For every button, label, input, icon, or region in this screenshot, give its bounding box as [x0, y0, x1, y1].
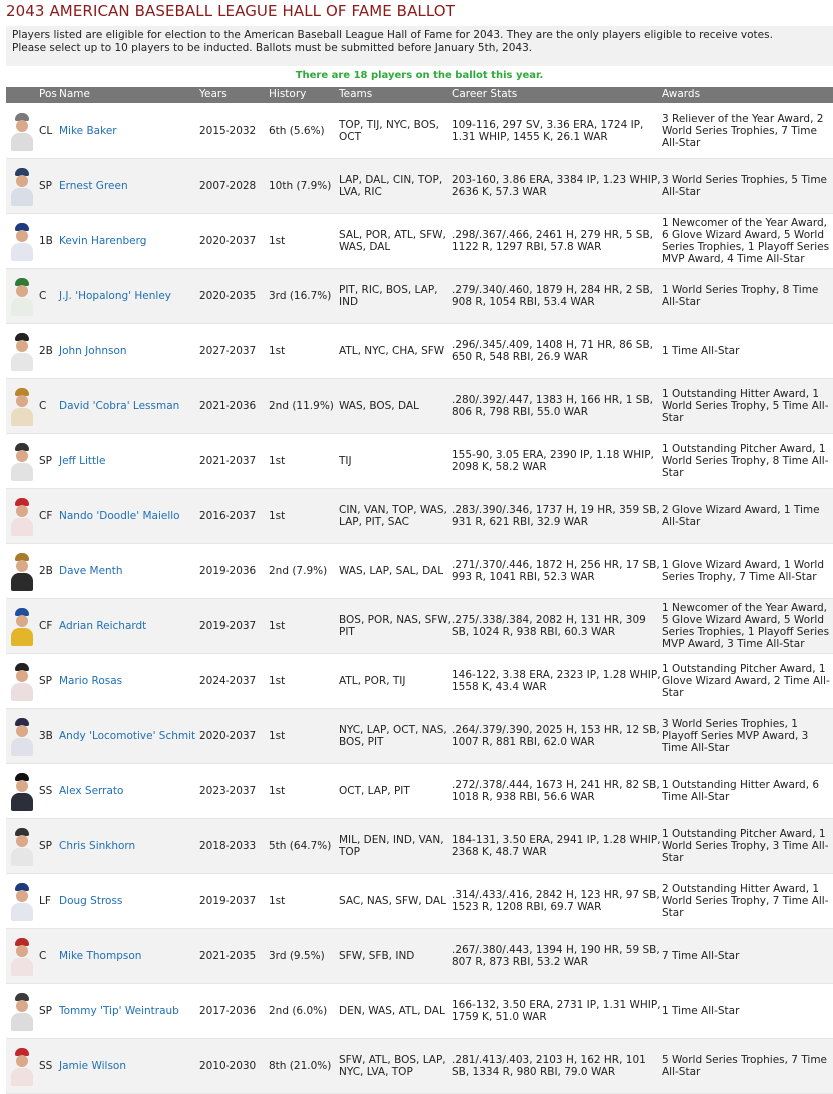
player-years: 2021-2037 — [199, 455, 257, 467]
avatar-jersey — [11, 683, 33, 701]
avatar[interactable] — [10, 551, 34, 591]
player-career-stats: .281/.413/.403, 2103 H, 162 HR, 101 SB, 1334 R, 980 RBI, 79.0 WAR — [452, 1054, 646, 1078]
table-row[interactable] — [6, 819, 833, 874]
player-awards: 1 Outstanding Pitcher Award, 1 World Series Trophy, 3 Time All-Star — [662, 828, 829, 864]
avatar-jersey — [11, 958, 33, 976]
player-years: 2010-2030 — [199, 1060, 257, 1072]
player-position: LF — [39, 895, 51, 907]
player-name-link[interactable]: J.J. 'Hopalong' Henley — [59, 290, 171, 302]
player-teams: ATL, NYC, CHA, SFW — [339, 345, 445, 357]
instructions-line-1: Players listed are eligible for election to the American Baseball League Hall of Fame for 2043. They are the only players eligible to receive votes. — [12, 29, 773, 41]
player-awards: 7 Time All-Star — [662, 950, 740, 962]
player-history: 1st — [269, 510, 286, 522]
player-avatar-cell — [8, 654, 36, 708]
avatar-jersey — [11, 848, 33, 866]
table-row[interactable] — [6, 929, 833, 984]
table-row[interactable] — [6, 159, 833, 214]
player-awards: 1 Outstanding Pitcher Award, 1 World Series Trophy, 8 Time All-Star — [662, 443, 829, 479]
player-position: SP — [39, 840, 52, 852]
player-career-stats: 166-132, 3.50 ERA, 2731 IP, 1.31 WHIP, 1759 K, 51.0 WAR — [452, 999, 661, 1023]
avatar-jersey — [11, 353, 33, 371]
player-position: CF — [39, 620, 53, 632]
avatar-jersey — [11, 298, 33, 316]
player-awards: 1 Outstanding Pitcher Award, 1 Glove Wizard Award, 2 Time All-Star — [662, 663, 830, 699]
table-row[interactable] — [6, 599, 833, 654]
player-years: 2007-2028 — [199, 180, 257, 192]
player-career-stats: .271/.370/.446, 1872 H, 256 HR, 17 SB, 993 R, 1041 RBI, 52.3 WAR — [452, 559, 660, 583]
player-career-stats: .296/.345/.409, 1408 H, 71 HR, 86 SB, 650 R, 548 RBI, 26.9 WAR — [452, 339, 653, 363]
player-name-link[interactable]: Jeff Little — [59, 455, 106, 467]
player-name-link[interactable]: John Johnson — [59, 345, 127, 357]
player-career-stats: 184-131, 3.50 ERA, 2941 IP, 1.28 WHIP, 2368 K, 48.7 WAR — [452, 834, 661, 858]
column-header-career-stats[interactable]: Career Stats — [452, 88, 518, 100]
player-teams: MIL, DEN, IND, VAN, TOP — [339, 834, 444, 858]
player-avatar-cell — [8, 709, 36, 763]
player-teams: BOS, POR, NAS, SFW, PIT — [339, 614, 451, 638]
player-avatar-cell — [8, 819, 36, 873]
table-row[interactable] — [6, 489, 833, 544]
player-table — [6, 104, 833, 1094]
player-history: 1st — [269, 675, 286, 687]
player-awards: 1 Outstanding Hitter Award, 6 Time All-Star — [662, 779, 820, 803]
column-header-teams[interactable]: Teams — [339, 88, 373, 100]
player-career-stats: 109-116, 297 SV, 3.36 ERA, 1724 IP, 1.31 WHIP, 1455 K, 26.1 WAR — [452, 119, 644, 143]
column-header-name[interactable]: Name — [59, 88, 90, 100]
player-avatar-cell — [8, 764, 36, 818]
column-header-awards[interactable]: Awards — [662, 88, 701, 100]
player-name-link[interactable]: Doug Stross — [59, 895, 123, 907]
avatar-face — [16, 1055, 28, 1067]
column-header-years[interactable]: Years — [199, 88, 227, 100]
avatar[interactable] — [10, 771, 34, 811]
player-history: 10th (7.9%) — [269, 180, 332, 192]
avatar-face — [16, 340, 28, 352]
avatar-face — [16, 615, 28, 627]
player-teams: TOP, TIJ, NYC, BOS, OCT — [339, 119, 439, 143]
avatar-jersey — [11, 463, 33, 481]
player-history: 5th (64.7%) — [269, 840, 332, 852]
avatar-jersey — [11, 628, 33, 646]
player-teams: OCT, LAP, PIT — [339, 785, 410, 797]
player-history: 1st — [269, 730, 286, 742]
column-header-pos[interactable]: Pos — [39, 88, 57, 100]
player-history: 1st — [269, 895, 286, 907]
avatar[interactable] — [10, 936, 34, 976]
player-career-stats: .279/.340/.460, 1879 H, 284 HR, 2 SB, 908 R, 1054 RBI, 53.4 WAR — [452, 284, 653, 308]
player-years: 2021-2036 — [199, 400, 257, 412]
player-awards: 1 Newcomer of the Year Award, 5 Glove Wizard Award, 5 World Series Trophies, 1 Playoff Series MVP Award, 3 Time All-Star — [662, 602, 830, 650]
player-years: 2019-2037 — [199, 620, 257, 632]
avatar-jersey — [11, 1068, 33, 1086]
player-years: 2018-2033 — [199, 840, 257, 852]
player-years: 2017-2036 — [199, 1005, 257, 1017]
player-name-link[interactable]: Dave Menth — [59, 565, 123, 577]
player-awards: 2 Glove Wizard Award, 1 Time All-Star — [662, 504, 820, 528]
player-career-stats: .267/.380/.443, 1394 H, 190 HR, 59 SB, 807 R, 873 RBI, 53.2 WAR — [452, 944, 660, 968]
avatar[interactable] — [10, 1046, 34, 1086]
player-teams: SFW, ATL, BOS, LAP, NYC, LVA, TOP — [339, 1054, 446, 1078]
player-teams: CIN, VAN, TOP, WAS, LAP, PIT, SAC — [339, 504, 447, 528]
player-avatar-cell — [8, 379, 36, 433]
avatar-jersey — [11, 738, 33, 756]
table-row[interactable] — [6, 874, 833, 929]
table-header — [6, 87, 833, 103]
avatar-face — [16, 725, 28, 737]
table-row[interactable] — [6, 324, 833, 379]
player-teams: ATL, POR, TIJ — [339, 675, 406, 687]
player-avatar-cell — [8, 599, 36, 653]
player-name-link[interactable]: Mike Thompson — [59, 950, 142, 962]
table-row[interactable] — [6, 104, 833, 159]
player-awards: 1 Time All-Star — [662, 1005, 740, 1017]
player-awards: 1 Outstanding Hitter Award, 1 World Series Trophy, 5 Time All-Star — [662, 388, 829, 424]
page-title: 2043 AMERICAN BASEBALL LEAGUE HALL OF FAME BALLOT — [6, 2, 455, 20]
table-row[interactable] — [6, 214, 833, 269]
player-avatar-cell — [8, 104, 36, 158]
column-header-history[interactable]: History — [269, 88, 307, 100]
player-name-link[interactable]: Chris Sinkhorn — [59, 840, 136, 852]
avatar-jersey — [11, 1013, 33, 1031]
player-years: 2027-2037 — [199, 345, 257, 357]
player-years: 2019-2037 — [199, 895, 257, 907]
player-name-link[interactable]: Kevin Harenberg — [59, 235, 147, 247]
player-avatar-cell — [8, 544, 36, 598]
player-awards: 1 Glove Wizard Award, 1 World Series Trophy, 7 Time All-Star — [662, 559, 825, 583]
player-awards: 3 Reliever of the Year Award, 2 World Series Trophies, 7 Time All-Star — [662, 113, 824, 149]
table-row[interactable] — [6, 434, 833, 489]
player-career-stats: .314/.433/.416, 2842 H, 123 HR, 97 SB, 1523 R, 1208 RBI, 69.7 WAR — [452, 889, 660, 913]
table-row[interactable] — [6, 984, 833, 1039]
player-position: C — [39, 950, 47, 962]
player-position: CF — [39, 510, 53, 522]
player-name-link[interactable]: Adrian Reichardt — [59, 620, 147, 632]
player-position: 2B — [39, 565, 53, 577]
player-history: 2nd (6.0%) — [269, 1005, 328, 1017]
player-years: 2015-2032 — [199, 125, 257, 137]
player-teams: SAL, POR, ATL, SFW, WAS, DAL — [339, 229, 446, 253]
avatar-face — [16, 285, 28, 297]
player-career-stats: .275/.338/.384, 2082 H, 131 HR, 309 SB, 1024 R, 938 RBI, 60.3 WAR — [452, 614, 646, 638]
avatar-face — [16, 120, 28, 132]
table-row[interactable] — [6, 654, 833, 709]
instructions-line-2: Please select up to 10 players to be inducted. Ballots must be submitted before January 5th, 2043. — [12, 42, 533, 54]
player-years: 2024-2037 — [199, 675, 257, 687]
avatar-face — [16, 780, 28, 792]
player-teams: SFW, SFB, IND — [339, 950, 415, 962]
player-name-link[interactable]: Andy 'Locomotive' Schmit — [59, 730, 196, 742]
avatar[interactable] — [10, 716, 34, 756]
player-avatar-cell — [8, 214, 36, 268]
player-awards: 3 World Series Trophies, 5 Time All-Star — [662, 174, 828, 198]
avatar[interactable] — [10, 166, 34, 206]
player-avatar-cell — [8, 269, 36, 323]
player-years: 2020-2035 — [199, 290, 257, 302]
avatar-face — [16, 1000, 28, 1012]
player-career-stats: .280/.392/.447, 1383 H, 166 HR, 1 SB, 806 R, 798 RBI, 55.0 WAR — [452, 394, 653, 418]
player-career-stats: 155-90, 3.05 ERA, 2390 IP, 1.18 WHIP, 2098 K, 58.2 WAR — [452, 449, 654, 473]
player-position: C — [39, 400, 47, 412]
player-teams: LAP, DAL, CIN, TOP, LVA, RIC — [339, 174, 443, 198]
avatar[interactable] — [10, 826, 34, 866]
player-position: CL — [39, 125, 53, 137]
avatar-face — [16, 450, 28, 462]
player-history: 1st — [269, 235, 286, 247]
table-row[interactable] — [6, 544, 833, 599]
avatar[interactable] — [10, 881, 34, 921]
avatar[interactable] — [10, 606, 34, 646]
avatar-face — [16, 945, 28, 957]
ballot-count: There are 18 players on the ballot this year. — [295, 70, 544, 81]
avatar-jersey — [11, 133, 33, 151]
player-avatar-cell — [8, 874, 36, 928]
player-position: 3B — [39, 730, 53, 742]
player-history: 3rd (16.7%) — [269, 290, 332, 302]
avatar[interactable] — [10, 276, 34, 316]
player-position: 2B — [39, 345, 53, 357]
player-name-link[interactable]: Alex Serrato — [59, 785, 124, 797]
avatar-face — [16, 230, 28, 242]
player-history: 1st — [269, 455, 286, 467]
player-history: 8th (21.0%) — [269, 1060, 332, 1072]
player-years: 2020-2037 — [199, 235, 257, 247]
player-history: 1st — [269, 345, 286, 357]
player-name-link[interactable]: Nando 'Doodle' Maiello — [59, 510, 180, 522]
player-awards: 3 World Series Trophies, 1 Playoff Series MVP Award, 3 Time All-Star — [662, 718, 809, 754]
player-teams: WAS, BOS, DAL — [339, 400, 419, 412]
player-position: SP — [39, 675, 52, 687]
avatar-face — [16, 175, 28, 187]
player-name-link[interactable]: Mario Rosas — [59, 675, 123, 687]
player-career-stats: .272/.378/.444, 1673 H, 241 HR, 82 SB, 1018 R, 938 RBI, 56.6 WAR — [452, 779, 660, 803]
player-teams: WAS, LAP, SAL, DAL — [339, 565, 444, 577]
table-row[interactable] — [6, 379, 833, 434]
player-position: C — [39, 290, 47, 302]
player-name-link[interactable]: David 'Cobra' Lessman — [59, 400, 180, 412]
avatar-jersey — [11, 793, 33, 811]
player-name-link[interactable]: Mike Baker — [59, 125, 117, 137]
player-history: 2nd (7.9%) — [269, 565, 328, 577]
avatar-jersey — [11, 903, 33, 921]
avatar-jersey — [11, 243, 33, 261]
player-awards: 1 Newcomer of the Year Award, 6 Glove Wizard Award, 5 World Series Trophies, 1 Playoff Series MVP Award, 4 Time All-Star — [662, 217, 830, 265]
player-history: 2nd (11.9%) — [269, 400, 334, 412]
player-position: SP — [39, 180, 52, 192]
player-avatar-cell — [8, 159, 36, 213]
player-name-link[interactable]: Tommy 'Tip' Weintraub — [59, 1005, 179, 1017]
avatar-jersey — [11, 518, 33, 536]
player-years: 2016-2037 — [199, 510, 257, 522]
player-teams: TIJ — [339, 455, 352, 467]
player-career-stats: .298/.367/.466, 2461 H, 279 HR, 5 SB, 1122 R, 1297 RBI, 57.8 WAR — [452, 229, 653, 253]
player-avatar-cell — [8, 324, 36, 378]
player-avatar-cell — [8, 434, 36, 488]
player-position: SS — [39, 1060, 53, 1072]
avatar[interactable] — [10, 991, 34, 1031]
player-years: 2023-2037 — [199, 785, 257, 797]
player-position: SP — [39, 1005, 52, 1017]
player-history: 6th (5.6%) — [269, 125, 325, 137]
player-position: 1B — [39, 235, 53, 247]
table-row[interactable] — [6, 709, 833, 764]
avatar[interactable] — [10, 441, 34, 481]
avatar[interactable] — [10, 331, 34, 371]
avatar-face — [16, 505, 28, 517]
avatar-jersey — [11, 408, 33, 426]
player-years: 2021-2035 — [199, 950, 257, 962]
avatar[interactable] — [10, 496, 34, 536]
player-history: 3rd (9.5%) — [269, 950, 325, 962]
player-years: 2019-2036 — [199, 565, 257, 577]
player-avatar-cell — [8, 1039, 36, 1093]
avatar-jersey — [11, 573, 33, 591]
avatar-face — [16, 560, 28, 572]
player-awards: 1 Time All-Star — [662, 345, 740, 357]
player-position: SP — [39, 455, 52, 467]
table-row[interactable] — [6, 1039, 833, 1094]
table-row[interactable] — [6, 764, 833, 819]
avatar-face — [16, 670, 28, 682]
player-name-link[interactable]: Jamie Wilson — [59, 1060, 127, 1072]
player-avatar-cell — [8, 929, 36, 983]
avatar-face — [16, 890, 28, 902]
player-years: 2020-2037 — [199, 730, 257, 742]
player-avatar-cell — [8, 489, 36, 543]
player-awards: 5 World Series Trophies, 7 Time All-Star — [662, 1054, 828, 1078]
avatar-face — [16, 395, 28, 407]
player-name-link[interactable]: Ernest Green — [59, 180, 128, 192]
player-avatar-cell — [8, 984, 36, 1038]
player-teams: NYC, LAP, OCT, NAS, BOS, PIT — [339, 724, 447, 748]
avatar-face — [16, 835, 28, 847]
table-row[interactable] — [6, 269, 833, 324]
player-teams: DEN, WAS, ATL, DAL — [339, 1005, 445, 1017]
player-career-stats: .264/.379/.390, 2025 H, 153 HR, 12 SB, 1007 R, 881 RBI, 62.0 WAR — [452, 724, 660, 748]
player-awards: 1 World Series Trophy, 8 Time All-Star — [662, 284, 819, 308]
player-career-stats: 203-160, 3.86 ERA, 3384 IP, 1.23 WHIP, 2636 K, 57.3 WAR — [452, 174, 661, 198]
player-history: 1st — [269, 785, 286, 797]
avatar[interactable] — [10, 386, 34, 426]
player-teams: SAC, NAS, SFW, DAL — [339, 895, 446, 907]
player-awards: 2 Outstanding Hitter Award, 1 World Series Trophy, 7 Time All-Star — [662, 883, 829, 919]
avatar-jersey — [11, 188, 33, 206]
player-position: SS — [39, 785, 53, 797]
avatar[interactable] — [10, 661, 34, 701]
player-history: 1st — [269, 620, 286, 632]
player-teams: PIT, RIC, BOS, LAP, IND — [339, 284, 438, 308]
player-career-stats: 146-122, 3.38 ERA, 2323 IP, 1.28 WHIP, 1558 K, 43.4 WAR — [452, 669, 661, 693]
ballot-instructions — [6, 26, 833, 66]
avatar[interactable] — [10, 111, 34, 151]
avatar[interactable] — [10, 221, 34, 261]
player-career-stats: .283/.390/.346, 1737 H, 19 HR, 359 SB, 931 R, 621 RBI, 32.9 WAR — [452, 504, 660, 528]
